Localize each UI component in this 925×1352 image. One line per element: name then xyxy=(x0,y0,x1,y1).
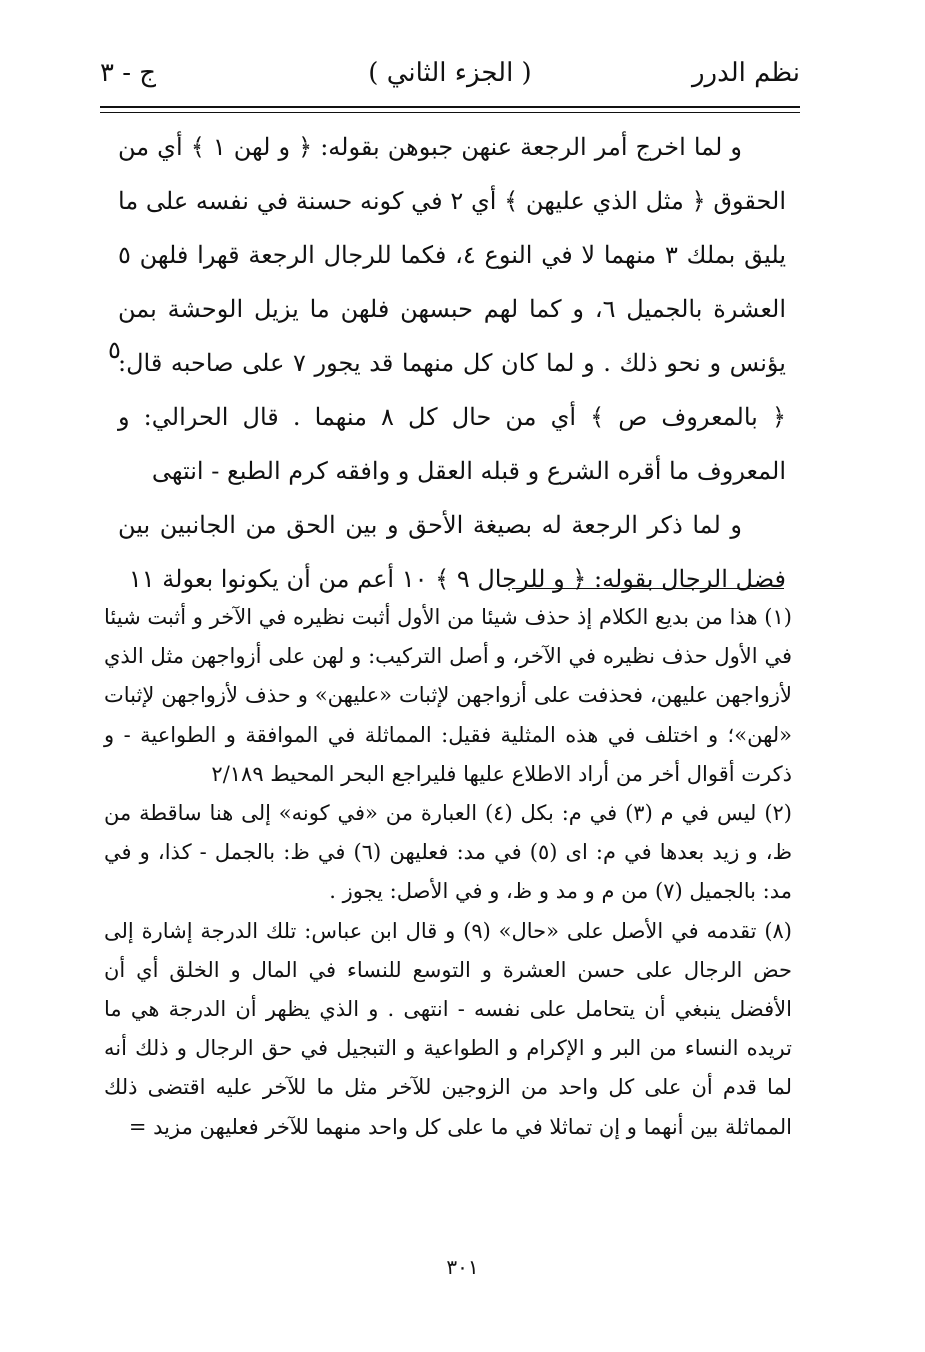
main-paragraph-1: و لما اخرج أمر الرجعة عنهن جبوهن بقوله: ﴿ و لهن ١ ﴾ أي من الحقوق ﴿ مثل الذي عليهن ﴾ أي ٢ في كونه حسنة في نفسه على ما يليق بملك ٣ منهما لا في النوع ٤، فكما للرجال الرجعة قهرا فلهن ٥ العشرة بالجميل ٦، و كما لهم حبسهن فلهن ما يزيل الوحشة بمن يؤنس و نحو ذلك . و لما كان كل منهما قد يجور ٧ على صاحبه قال: ﴿ بالمعروف ص ﴾ أي من حال كل ٨ منهما . قال الحرالي: و المعروف ما أقره الشرع و قبله العقل و وافقه كرم الطبع - انتهى xyxy=(118,133,787,485)
page-number: ٣٠١ xyxy=(446,1255,479,1279)
volume-label: ج - ٣ xyxy=(100,58,157,88)
footnote-8-9: (٨) تقدمه في الأصل على «حال» (٩) و قال ابن عباس: تلك الدرجة إشارة إلى حض الرجال على حسن العشرة و التوسع للنساء في المال و الخلق أي أن الأفضل ينبغي أن يتحامل على نفسه - انتهى . و الذي يظهر أن الدرجة هي ما تريده النساء من البر و الإكرام و الطواعية و التبجيل في حق الرجال و ذلك أنه لما قدم أن على كل واحد من الزوجين للآخر مثل ما للآخر عليه اقتضى ذلك المماثلة بين أنهما و إن تماثلا في ما على كل واحد منهما للآخر فعليهن مزيد = xyxy=(104,918,792,1139)
header-rule-thin xyxy=(100,112,800,113)
main-paragraph-2: و لما ذكر الرجعة له بصيغة الأحق و بين الحق من الجانبين بين فضل الرجال بقوله: ﴿ و للرجال ٩ ﴾ ١٠ أعم من أن يكونوا بعولة ١١ xyxy=(118,511,786,593)
line-number-marker: ٥ xyxy=(108,336,121,364)
footnote-1: (١) هذا من بديع الكلام إذ حذف شيئا من الأول أثبت نظيره في الآخر و أثبت شيئا في الأول حذف نظيره في الآخر، و أصل التركيب: و لهن على أزواجهن مثل الذي لأزواجهن عليهن، فحذفت على أزواجهن لإثبات «عليهن» و حذف لأزواجهن لإثبات «لهن»؛ و اختلف في هذه المثلية فقيل: المماثلة في الموافقة و الطواعية - و ذكرت أقوال أخر من أراد الاطلاع عليها فليراجع البحر المحيط ٢/١٨٩ xyxy=(104,605,792,786)
footnote-2-7: (٢) ليس في م (٣) في م: بكل (٤) العبارة من «في كونه» إلى هنا ساقطة من ظ، و زيد بعدها في م: اى (٥) في مد: فعليهن (٦) في ظ: بالجمل - كذا، و في مد: بالجميل (٧) من م و مد و ظ، و في الأصل: يجوز . xyxy=(104,801,792,904)
book-title: نظم الدرر xyxy=(691,58,800,88)
main-text xyxy=(118,120,786,606)
header-rule-thick xyxy=(100,106,800,108)
footnotes xyxy=(104,598,792,1147)
footnote-separator xyxy=(512,588,784,589)
part-label: ( الجزء الثاني ) xyxy=(368,58,532,88)
running-header xyxy=(100,58,800,98)
